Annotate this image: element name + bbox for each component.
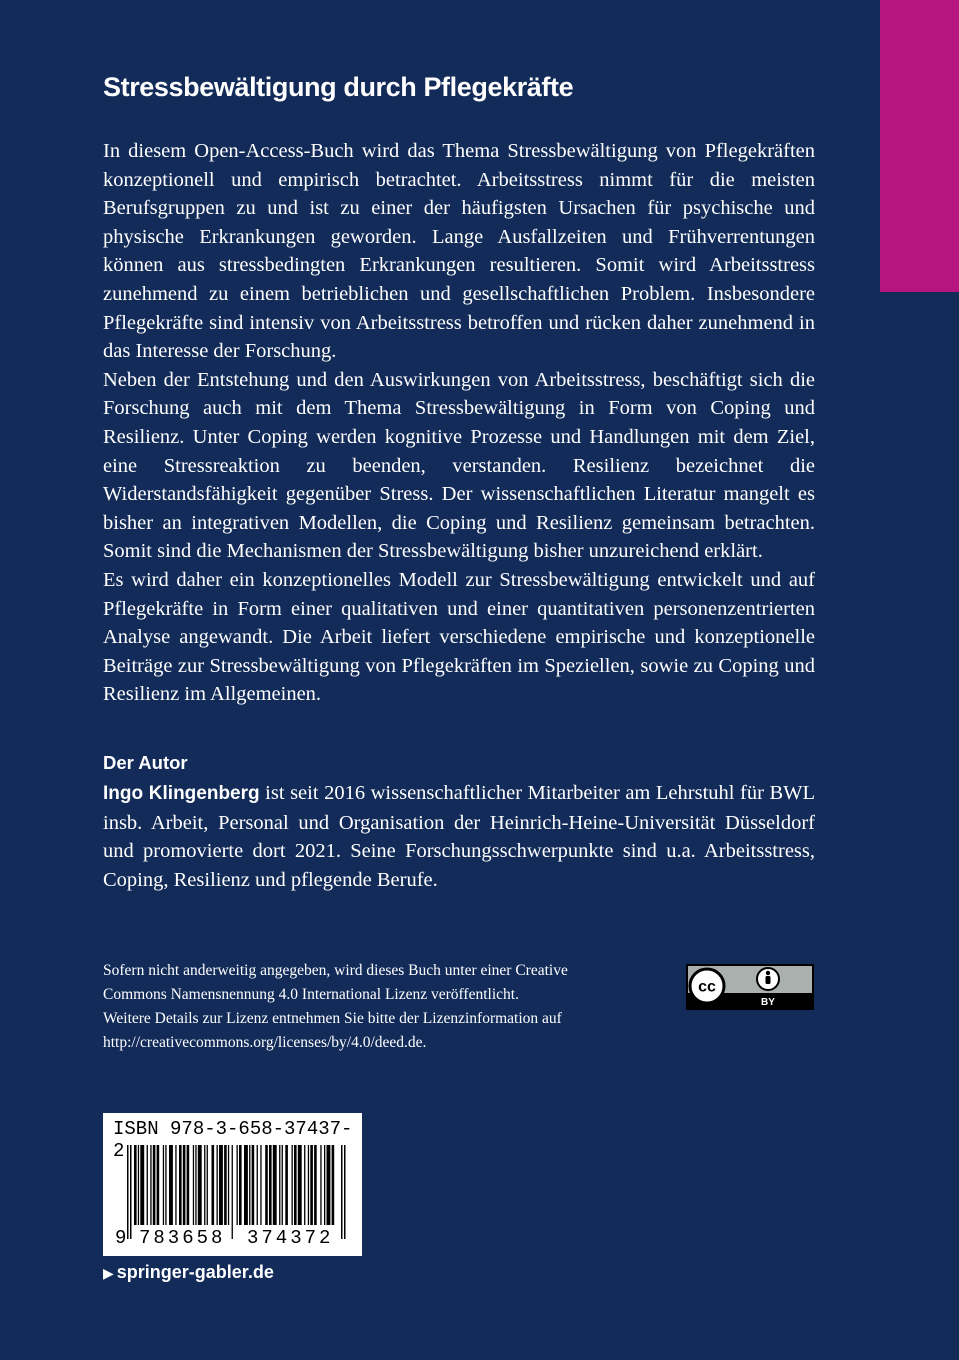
blurb <box>103 137 815 709</box>
isbn-barcode <box>103 1113 362 1256</box>
cc-by-icon-graphic <box>688 966 812 1008</box>
website-label: springer-gabler.de <box>116 1262 274 1282</box>
license-line: Weitere Details zur Lizenz entnehmen Sie bitte der Lizenzinformation auf <box>103 1010 562 1027</box>
author-bio-text: ist seit 2016 wissenschaftlicher Mitarbeiter am Lehrstuhl für BWL insb. Arbeit, Personal und Organisation der Heinrich-Heine-Universität Düsseldorf und promovierte dort 2021. Seine Forschungsschwerpunkte sind u.a. Arbeitsstress, Coping, Resilienz und pflegende Berufe. <box>103 782 815 891</box>
license-url[interactable]: http://creativecommons.org/licenses/by/4.0/deed.de. <box>103 1034 427 1051</box>
author-bio <box>103 779 815 894</box>
ean-left-group: 783658 <box>139 1227 226 1249</box>
blurb-paragraph: Neben der Entstehung und den Auswirkungen von Arbeitsstress, beschäftigt sich die Forschung auch mit dem Thema Stressbewältigung in Form von Coping und Resilienz. Unter Coping werden kognitive Prozesse und Handlungen mit dem Ziel, eine Stressreaktion zu beenden, verstanden. Resilienz bezeichnet die Widerstandsfähigkeit gegenüber Stress. Der wissenschaftlichen Literatur mangelt es bisher an integrativen Modellen, die Coping und Resilienz gemeinsam betrachten. Somit sind die Mechanismen der Stressbewältigung bisher unzureichend erklärt. <box>103 368 815 563</box>
ean-lead-digit: 9 <box>115 1227 127 1249</box>
isbn-label: ISBN 978-3-658-37437-2 <box>113 1118 353 1162</box>
cc-by-icon <box>686 964 814 1010</box>
barcode-digits <box>103 1227 362 1251</box>
ean-right-group: 374372 <box>247 1227 334 1249</box>
author-name: Ingo Klingenberg <box>103 783 260 804</box>
triangle-right-icon: ▶ <box>103 1265 114 1281</box>
by-label: BY <box>761 997 775 1008</box>
author-heading: Der Autor <box>103 752 188 773</box>
book-title: Stressbewältigung durch Pflegekräfte <box>103 72 574 102</box>
blurb-paragraph: Es wird daher ein konzeptionelles Modell zur Stressbewältigung entwickelt und auf Pflegekräfte in Form einer qualitativen und einer quantitativen personenzentrierten Analyse angewandt. Die Arbeit liefert verschiedene empirische und konzeptionelle Beiträge zur Stressbewältigung von Pflegekräften im Speziellen, sowie zu Coping und Resilienz im Allgemeinen. <box>103 568 815 706</box>
accent-bar <box>880 0 959 292</box>
license-notice <box>103 959 663 1055</box>
cc-label: cc <box>698 978 716 996</box>
blurb-paragraph: In diesem Open-Access-Buch wird das Thema Stressbewältigung von Pflegekräften konzeptionell und empirisch betrachtet. Arbeitsstress nimmt für die meisten Berufsgruppen zu und ist zu einer der häufigsten Ursachen für psychische und physische Erkrankungen geworden. Lange Ausfallzeiten und Frühverrentungen können aus stressbedingten Erkrankungen resultieren. Somit wird Arbeitsstress zunehmend zu einem betrieblichen und gesellschaftlichen Problem. Insbesondere Pflegekräfte sind intensiv von Arbeitsstress betroffen und rücken daher zunehmend in das Interesse der Forschung. <box>103 140 815 363</box>
license-line: Sofern nicht anderweitig angegeben, wird dieses Buch unter einer Creative <box>103 962 568 979</box>
website-link[interactable] <box>103 1262 274 1283</box>
license-line: Commons Namensnennung 4.0 International Lizenz veröffentlicht. <box>103 986 519 1003</box>
